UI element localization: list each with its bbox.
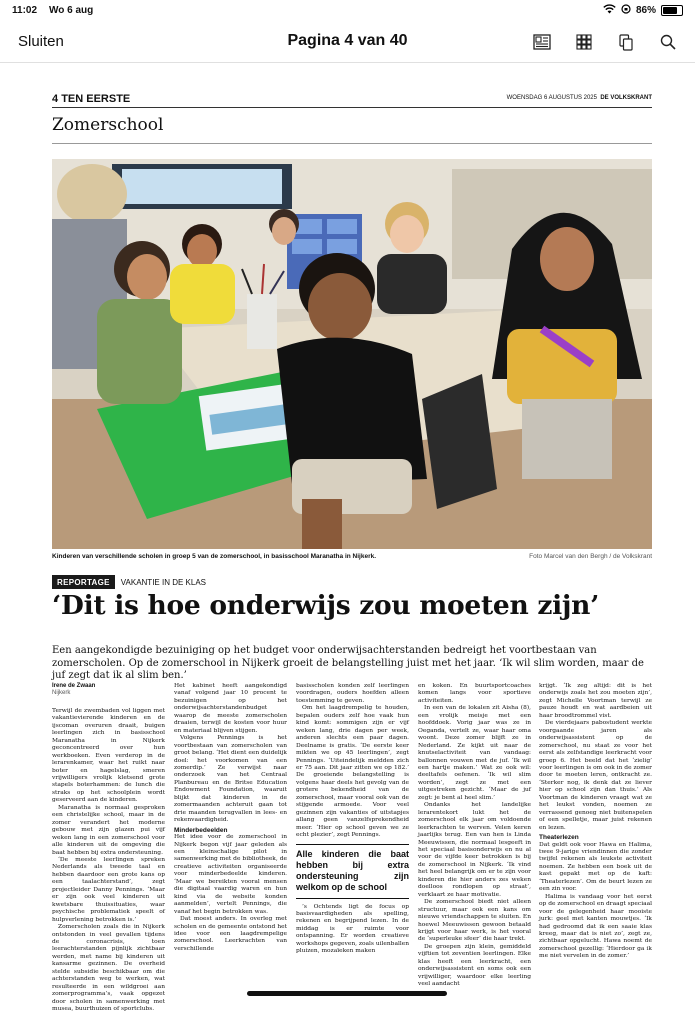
paragraph: ’s Ochtends ligt de focus op basisvaardigheden als spelling, rekenen en begrijpend lezen. In de middag is er ruimte voor ontspanning. Er worden creatieve workshops gegeven, zoals uilenballen pluizen, mozaïeken maken bbox=[296, 903, 409, 955]
paragraph: In een van de lokalen zit Aisha (8), een vrolijk meisje met een hoofddoek. Vorig jaar was ze in Oeganda, vertelt ze, waar haar oma woont. Deze zomer blijft ze in Nederland. Ze kijkt uit naar de knutselactiviteit van vandaag: ballonnen vouwen met de juf. ‘Ik wil een hartje maken.’ Wat ze ook wil: deeltafels oefenen. ‘Ik wil slim worden’, zegt ze met een uitgestreken gezicht. ‘Maar de juf zegt: je bent al heel slim.’ bbox=[418, 705, 531, 801]
status-date: Wo 6 aug bbox=[49, 5, 94, 16]
page-indicator: Pagina 4 van 40 bbox=[287, 32, 408, 49]
paragraph: Ondanks het landelijke lerarentekort lukt het de zomerschool elk jaar om voldoende leerkrachten te werven. Velen keren jaarlijks terug. Een van hen is Linda Meeuwissen, die normaal lesgeeft in het speciaal basisonderwijs en nu al voor de vijfde keer betrokken is bij de zomerschool in Nijkerk. ‘Ik vind het heel belangrijk om er te zijn voor kinderen die hier anders zes weken doelloos rondlopen op straat’, verklaart ze haar motivatie. bbox=[418, 802, 531, 898]
paragraph: basisscholen konden zelf leerlingen voordragen, ouders hoefden alleen toestemming te geven. bbox=[296, 683, 409, 704]
article-photo[interactable] bbox=[52, 159, 652, 549]
paragraph: ‘De meeste leerlingen spreken Nederlands als tweede taal en hebben daardoor een grote kans op een taalachterstand’, zegt projectleider Danny Pennings. ‘Maar er zijn ook veel kinderen uit kwetsbare thuissituaties, waar psychische problematiek speelt of hulpverlening betrokken is.’ bbox=[52, 856, 165, 923]
header-rule bbox=[52, 107, 652, 108]
paragraph: Halima is vandaag voor het eerst op de zomerschool en draagt speciaal voor de gelegenheid haar mooiste jurk: geel met kanten mouwtjes. ‘Ik had gedroomd dat ik een saaie klas kreeg, maar dat is niet zo’, zegt ze, zichtbaar opgelucht. Hawa noemt de zomerschool gezellig: ‘Hierdoor ga ik me niet vervelen in de zomer.’ bbox=[539, 893, 652, 960]
article-kicker bbox=[52, 575, 206, 589]
body-column-3 bbox=[296, 683, 409, 983]
battery-icon bbox=[661, 5, 683, 16]
body-column-4 bbox=[418, 683, 531, 988]
paragraph: De vierdejaars pabostudent werkte voorgaande jaren als onderwijsassistent op de zomerschool, nu staat ze voor het eerst als zelfstandige leerkracht voor groep 6. Het beeld dat het ‘zielig’ voor leerlingen is om ook in de zomer door te moeten leren, ontkracht ze. ‘Sterker nog, ik denk dat ze liever hier op school zijn dan thuis.’ Als Voortman de kinderen vraagt wat ze het leukst vonden, noemen ze verrassend genoeg niet buitenspelen of een spelletje, maar juist rekenen en lezen. bbox=[539, 720, 652, 831]
article-lead: Een aangekondigde bezuiniging op het budget voor onderwijsachterstanden bedreigt het voortbestaan van zomerscholen. Op de zomerschool in Nijkerk groeit de belangstelling juist met het jaar. ‘Ik wil slim worden, maar de juf zegt dat ik al slim ben.’ bbox=[52, 645, 644, 681]
body-column-5 bbox=[539, 683, 652, 983]
subhead-theaterlezen: Theaterlezen bbox=[539, 834, 579, 842]
home-indicator[interactable] bbox=[247, 991, 447, 996]
page-number: 4 bbox=[52, 93, 59, 105]
author-location: Nijkerk bbox=[52, 690, 71, 697]
paragraph: Maranatha is normaal gesproken een christelijke school, maar in de zomer verandert het moderne gebouw met zijn glazen pui vijf weken lang in een zomerschool voor alle kinderen uit de omgeving die baat hebben bij extra ondersteuning. bbox=[52, 804, 165, 856]
series-label: VAKANTIE IN DE KLAS bbox=[120, 577, 206, 587]
paragraph: Volgens Pennings is het voortbestaan van zomerscholen van groot belang. ‘Het dient een duidelijk doel: het voorkomen van een zomerdip.’ Ze verwijst naar onderzoek van het Centraal Planbureau en de Britse Education Endowment Foundation, waaruit blijkt dat kinderen in de zomermaanden achteruit gaan tot drie maanden terugvallen in lees- en rekenvaardigheid. bbox=[174, 735, 287, 824]
article-body bbox=[52, 683, 652, 1013]
paragraph: De groepen zijn klein, gemiddeld vijftien tot zeventien leerlingen. Elke klas heeft een leerkracht, een onderwijsassistent en soms ook een vrijwilliger, waardoor elke leerling veel aandacht bbox=[418, 943, 531, 988]
grid-view-icon[interactable] bbox=[573, 31, 595, 53]
section-label: TEN EERSTE bbox=[61, 93, 131, 105]
reportage-tag: REPORTAGE bbox=[52, 575, 115, 589]
wifi-icon bbox=[603, 4, 616, 17]
reader-toolbar bbox=[0, 22, 695, 63]
paragraph: Dat geldt ook voor Hawa en Halima, twee 9-jarige vriendinnen die zonder twijfel rekenen als leukste activiteit noemen. Ze hebben een boek uit de kast gepakt met op de kaft: ‘Theaterlezen’. Om de beurt lezen ze een zin voor. bbox=[539, 841, 652, 893]
paragraph: krijgt. ‘Ik zeg altijd: dit is het onderwijs zoals het zou moeten zijn’, zegt Michelle Voortman terwijl ze pauze houdt en wat aardbeien uit haar broodtrommel vist. bbox=[539, 683, 652, 719]
toolbar-actions bbox=[531, 31, 679, 53]
status-time: 11:02 bbox=[12, 5, 38, 16]
section-title: Zomerschool bbox=[52, 115, 164, 135]
paragraph: Dat moest anders. In overleg met scholen en de gemeente ontstond het idee voor een laagdrempelige zomerschool. Leerkrachten van verschillende bbox=[174, 916, 287, 952]
author-name: Irene de Zwaan bbox=[52, 683, 96, 689]
page-header bbox=[52, 93, 652, 105]
body-column-1 bbox=[52, 683, 165, 1013]
paragraph: en koken. En buurtsportcoaches komen langs voor sportieve activiteiten. bbox=[418, 683, 531, 704]
body-column-2 bbox=[174, 683, 287, 983]
classroom-scene bbox=[52, 159, 652, 549]
article-headline[interactable]: ‘Dit is hoe onderwijs zou moeten zijn’ bbox=[52, 590, 600, 621]
subhead-minderbedeelden: Minderbedeelden bbox=[174, 826, 228, 834]
paragraph: De zomerschool biedt niet alleen structuur, maar ook een kans om nieuwe vriendschappen te sluiten. En hoewel Meeuwissen gewoon betaald krijgt voor haar werk, is het vooral de ‘superleuke sfeer’ die haar trekt. bbox=[418, 899, 531, 943]
paragraph: Het kabinet heeft aangekondigd vanaf volgend jaar 10 procent te bezuinigen op het onderwijsachterstandenbudget waarop de meeste zomerscholen draaien, terwijl de kosten voor huur en materiaal blijven stijgen. bbox=[174, 683, 287, 734]
status-bar bbox=[0, 0, 695, 22]
newspaper-page bbox=[0, 63, 695, 1013]
paper-name: DE VOLKSKRANT bbox=[600, 95, 652, 101]
paragraph: Terwijl de zwembaden vol liggen met vakantievierende kinderen en de ijscoman overuren draait, buigen leerlingen zich in basisschool Maranatha in Nijkerk geconcentreerd over hun werkboeken. Even verderop in de lerarenkamer, waar het ruikt naar boter en hagelslag, smeren vrijwilligers vrolijk kletsend grote stapels boterhammen: de lunch die straks op het schoolplein wordt geserveerd aan de kinderen. bbox=[52, 707, 165, 804]
section-rule bbox=[52, 143, 652, 144]
search-icon[interactable] bbox=[657, 31, 679, 53]
paragraph: Om het laagdrempelig te houden, bepalen ouders zelf hoe vaak hun kind komt: sommigen zijn er vijf weken lang, drie dagen per week, anderen slechts een paar dagen. Deelname is gratis. ‘De eerste keer mikten we op 45 leerlingen’, zegt Pennings. ‘Uiteindelijk meldden zich er 75 aan. Dit jaar zitten we op 182.’ De groeiende belangstelling is volgens haar deels het gevolg van de grotere bekendheid van de zomerschool, maar vooral ook van de stijgende armoede. Voor veel gezinnen zijn vakanties of uitstapjes allang geen vanzelfsprekendheid meer. ‘Hier op school geven we ze echt plezier’, zegt Pennings. bbox=[296, 705, 409, 839]
status-indicators bbox=[603, 4, 683, 17]
photo-caption bbox=[52, 553, 652, 560]
copy-icon[interactable] bbox=[615, 31, 637, 53]
date-line bbox=[507, 95, 652, 101]
pull-quote: Alle kinderen die baat hebben bij extra ondersteuning zijn welkom op de school bbox=[296, 844, 409, 899]
paragraph: Het idee voor de zomerschool in Nijkerk begon vijf jaar geleden als een kleinschalige pilot in samenwerking met de bibliotheek, de creatieve activiteiten organiseerde voor minderbedeelde kinderen. ‘Maar we bereikten vooral mensen die digitaal vaardig waren en hun kind via de website konden aanmelden’, vertelt Pennings, die vanaf het begin betrokken was. bbox=[174, 834, 287, 915]
orientation-lock-icon bbox=[621, 4, 631, 17]
battery-percentage: 86% bbox=[635, 5, 656, 16]
close-button[interactable]: Sluiten bbox=[18, 33, 64, 50]
article-view-icon[interactable] bbox=[531, 31, 553, 53]
photo-credit: Foto Marcel van den Bergh / de Volkskrant bbox=[529, 553, 652, 560]
paragraph: Zomerscholen zoals die in Nijkerk ontstonden in veel gevallen tijdens de coronacrisis, toen leerachterstanden pijnlijk zichtbaar werden, met name bij kinderen uit kansarme gezinnen. De overheid stelde subsidie beschikbaar om die achterstanden weg te werken, wat resulteerde in een wildgroei aan zomerprogramma’s, vaak opgezet door scholen in samenwerking met musea, buurthuizen of sportclubs. bbox=[52, 924, 165, 1013]
caption-text: Kinderen van verschillende scholen in groep 5 van de zomerschool, in basisschool Maranatha in Nijkerk. bbox=[52, 553, 377, 560]
edition-date: WOENSDAG 6 AUGUSTUS 2025 bbox=[506, 95, 597, 101]
